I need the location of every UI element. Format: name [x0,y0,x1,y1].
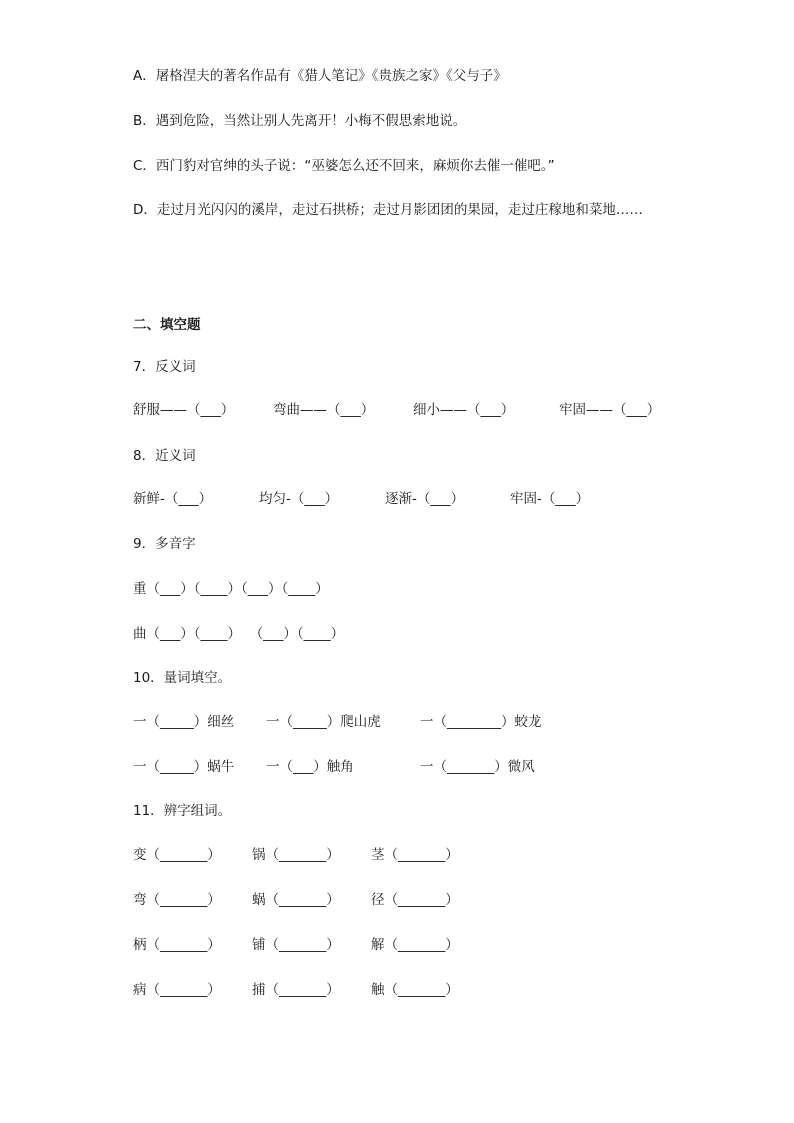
q9-title: 9．多音字 [133,536,196,552]
q11-item: 径（_______） [371,892,459,908]
q10-item: 一（________）蛟龙 [420,714,542,730]
q8-title: 8．近义词 [133,448,196,464]
q10-item: 一（___）触角 [266,759,354,775]
option-a: A．屠格涅夫的著名作品有《猎人笔记》《贵族之家》《父与子》 [133,68,507,84]
q8-item: 逐渐-（___） [385,491,465,507]
q7-item: 弯曲——（___） [273,402,375,418]
q11-item: 弯（_______） [133,892,221,908]
q7-title: 7．反义词 [133,359,196,375]
q11-item: 锅（_______） [252,847,340,863]
q11-item: 病（_______） [133,982,221,998]
q10-item: 一（_____）蜗牛 [133,759,235,775]
q11-item: 变（_______） [133,847,221,863]
q10-item: 一（_______）微风 [420,759,535,775]
q7-item: 牢固——（___） [559,402,661,418]
option-b: B．遇到危险，当然让别人先离开！小梅不假思索地说。 [133,113,467,129]
q7-item: 细小——（___） [413,402,515,418]
q11-item: 铺（_______） [252,937,340,953]
section-title: 二、填空题 [133,317,201,333]
q11-item: 蜗（_______） [252,892,340,908]
q11-item: 触（_______） [371,982,459,998]
q8-item: 均匀-（___） [259,491,339,507]
q10-item: 一（_____）细丝 [133,714,235,730]
option-d: D．走过月光闪闪的溪岸，走过石拱桥；走过月影团团的果园，走过庄稼地和菜地…… [133,202,643,218]
q11-item: 解（_______） [371,937,459,953]
q11-item: 捕（_______） [252,982,340,998]
q7-item: 舒服——（___） [133,402,235,418]
option-c: C．西门豹对官绅的头子说：“巫婆怎么还不回来，麻烦你去催一催吧。” [133,158,555,174]
q11-item: 茎（_______） [371,847,459,863]
q9-row-1: 重（___）（____）（___）（____） [133,581,329,597]
q9-row-2: 曲（___）（____） （___）（____） [133,626,345,642]
q10-title: 10．量词填空。 [133,670,232,686]
q11-item: 柄（_______） [133,937,221,953]
q8-item: 牢固-（___） [510,491,590,507]
q11-title: 11．辨字组词。 [133,803,232,819]
q8-item: 新鲜-（___） [133,491,213,507]
q10-item: 一（_____）爬山虎 [266,714,381,730]
